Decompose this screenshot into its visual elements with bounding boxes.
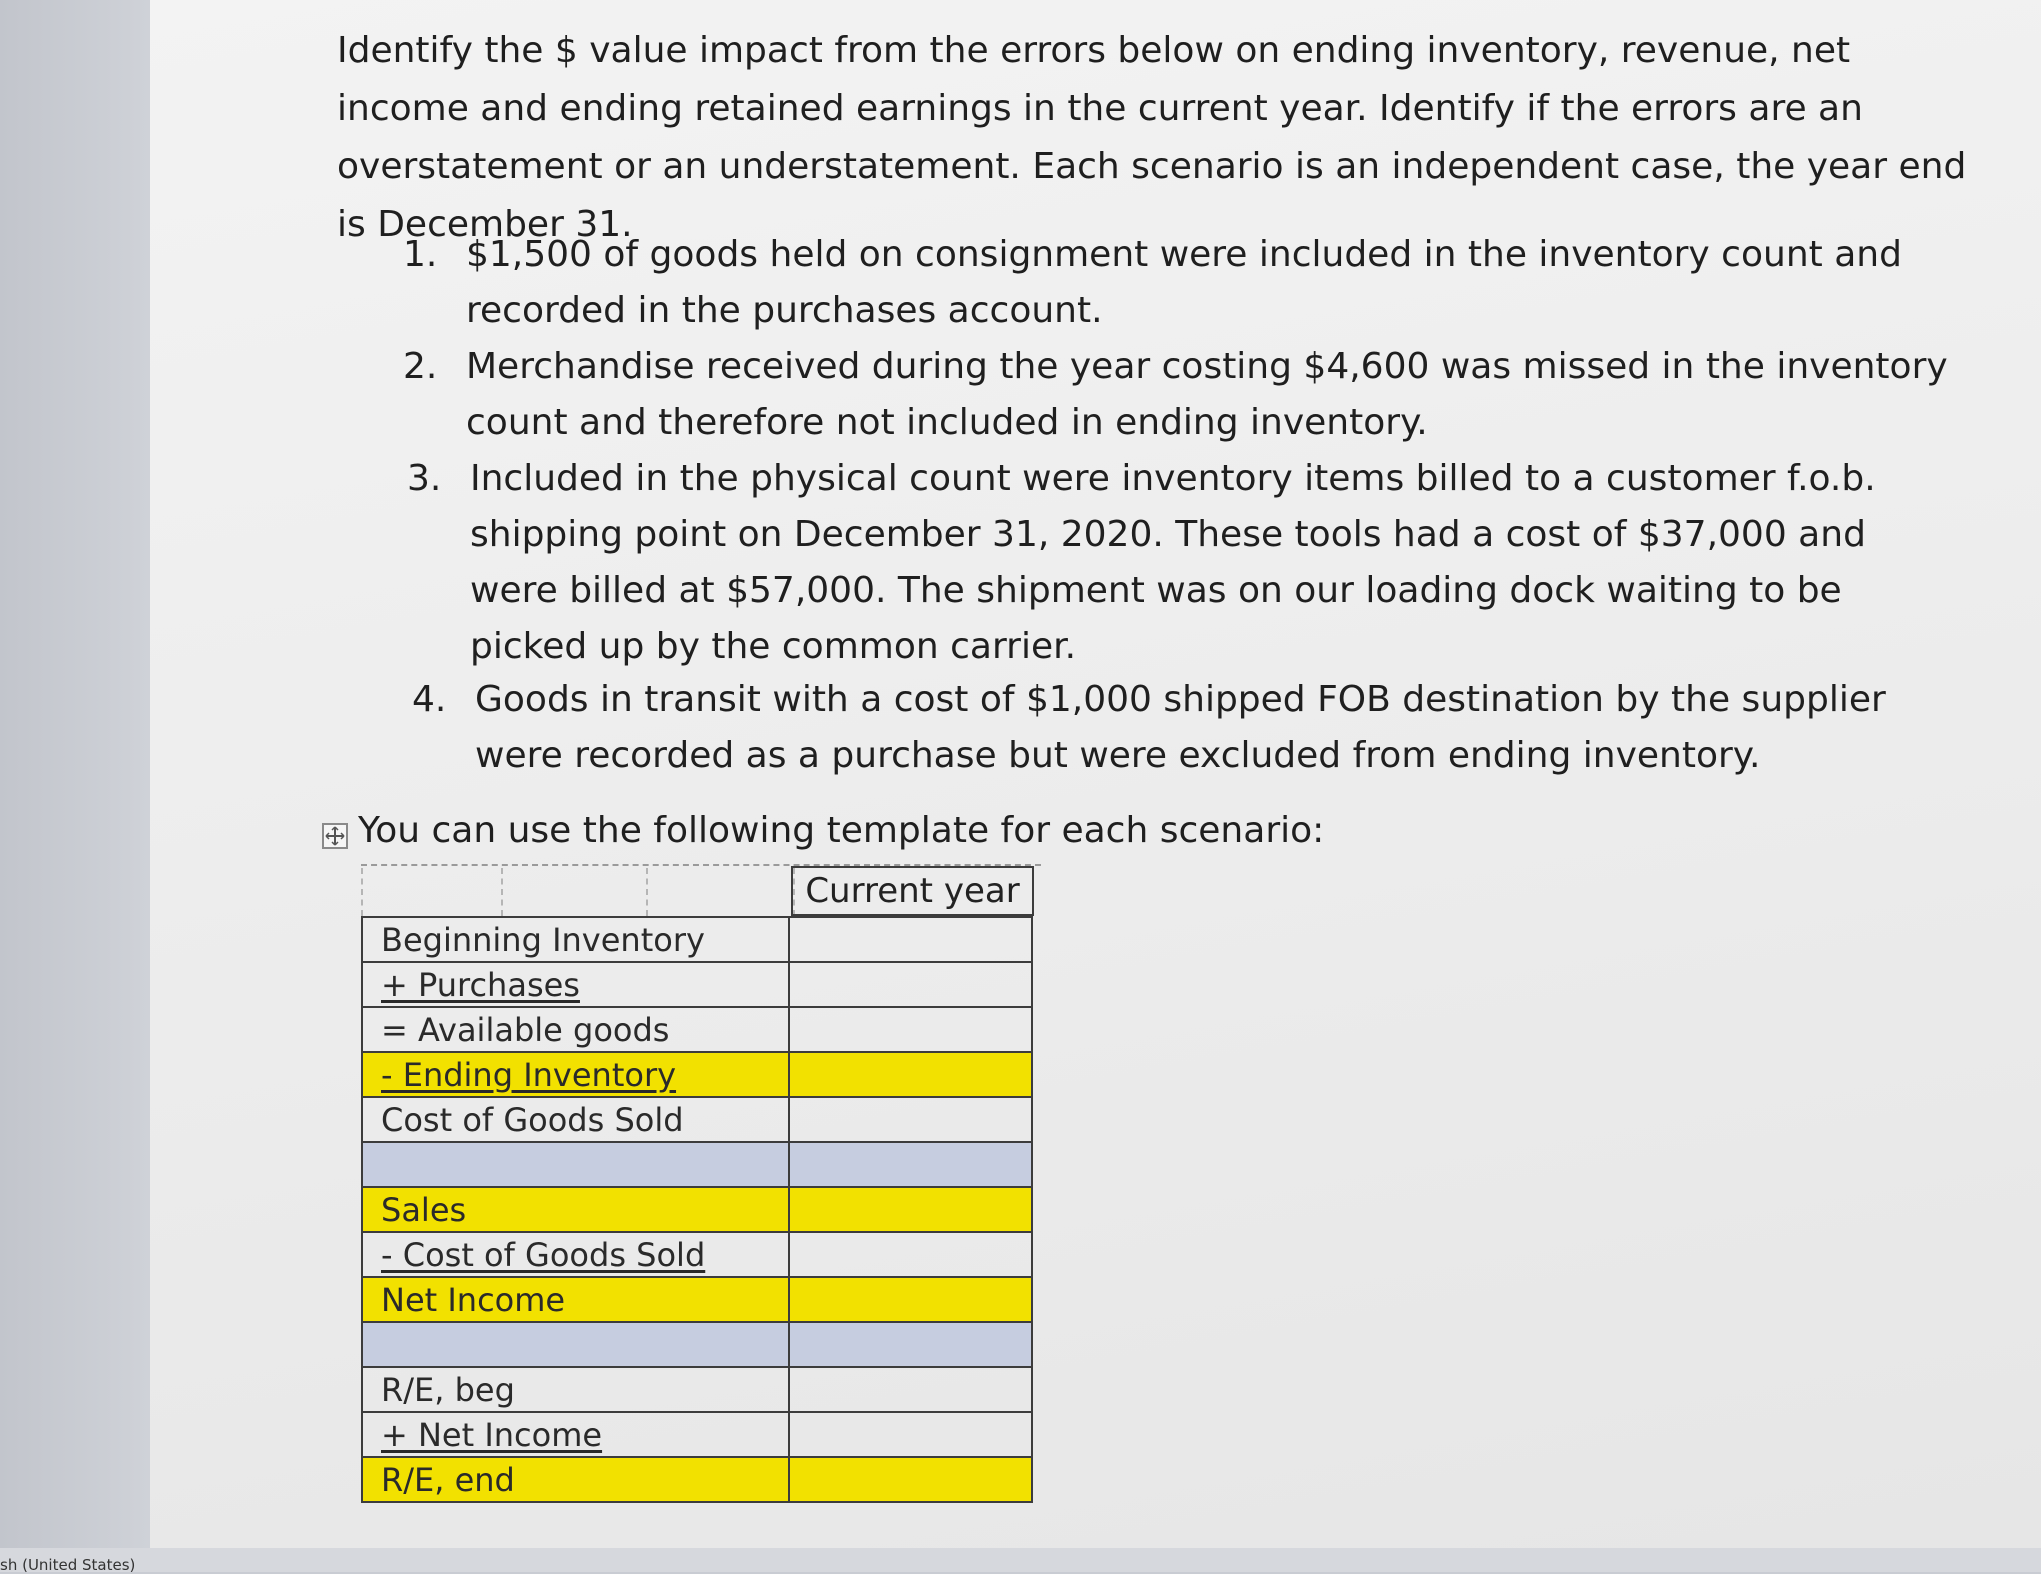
row-label[interactable]: R/E, end [362,1457,789,1502]
table-row [362,1052,1032,1097]
separator-row [362,1142,1032,1187]
scenario-text: Merchandise received during the year costing $4,600 was missed in the inventory count and therefore not included in ending inventory. [466,346,1948,443]
table-row [362,917,1032,962]
row-label[interactable] [362,1142,789,1187]
table-move-icon[interactable] [322,823,348,849]
value-cell[interactable] [789,1232,1032,1277]
value-cell[interactable] [789,1367,1032,1412]
row-label-cell[interactable] [362,962,789,1007]
inventory-template-table [361,916,1033,1503]
table-row [362,1457,1032,1502]
template-note: You can use the following template for each scenario: [358,810,1325,851]
row-label-cell[interactable] [362,1412,789,1457]
row-label-cell[interactable] [362,1052,789,1097]
table-row [362,1232,1032,1277]
row-label[interactable]: R/E, beg [362,1367,789,1412]
table-row [362,1007,1032,1052]
table-row [362,1367,1032,1412]
value-cell[interactable] [789,1322,1032,1367]
template-header-row [361,868,1033,918]
row-label-cell[interactable] [362,1232,789,1277]
value-cell[interactable] [789,1412,1032,1457]
row-label[interactable] [362,1322,789,1367]
table-row [362,1097,1032,1142]
empty-header-cell[interactable] [361,868,503,916]
value-cell[interactable] [789,1187,1032,1232]
row-label: - Ending Inventory [381,1055,677,1094]
left-margin [0,0,150,1572]
table-row [362,1187,1032,1232]
row-label[interactable]: Net Income [362,1277,789,1322]
table-row [362,1277,1032,1322]
scenario-text: Included in the physical count were inventory items billed to a customer f.o.b. shipping point on December 31, 2020. These tools had a cost of $37,000 and were billed at $57,000. The shipment was on our loading dock waiting to be picked up by the common carrier. [470,458,1876,667]
row-label: + Purchases [381,965,580,1004]
status-language[interactable]: sh (United States) [0,1556,136,1574]
separator-row [362,1322,1032,1367]
scenario-number: 1. [403,234,438,275]
scenario-text: Goods in transit with a cost of $1,000 shipped FOB destination by the supplier were recorded as a purchase but were excluded from ending inventory. [475,679,1886,776]
row-label[interactable]: Cost of Goods Sold [362,1097,789,1142]
row-label[interactable]: = Available goods [362,1007,789,1052]
table-row [362,1412,1032,1457]
row-label[interactable]: Beginning Inventory [362,917,789,962]
value-cell[interactable] [789,1457,1032,1502]
value-cell[interactable] [789,962,1032,1007]
empty-header-cell[interactable] [501,868,648,916]
value-cell[interactable] [789,1142,1032,1187]
value-cell[interactable] [789,917,1032,962]
current-year-header[interactable]: Current year [791,866,1034,916]
value-cell[interactable] [789,1007,1032,1052]
empty-header-cell[interactable] [646,868,795,916]
scenario-number: 2. [403,346,438,387]
row-label[interactable]: Sales [362,1187,789,1232]
value-cell[interactable] [789,1277,1032,1322]
instructions-paragraph: Identify the $ value impact from the errors below on ending inventory, revenue, net income and ending retained earnings in the current year. Identify if the errors are an overstatement or an understatement. Each scenario is an independent case, the year end is December 31. [337,30,1967,245]
scenario-number: 4. [412,679,447,720]
status-bar [0,1548,2041,1572]
scenario-text: $1,500 of goods held on consignment were included in the inventory count and recorded in the purchases account. [466,234,1902,331]
row-label: + Net Income [381,1415,603,1454]
row-label: - Cost of Goods Sold [381,1235,706,1274]
scenario-number: 3. [407,458,442,499]
table-row [362,962,1032,1007]
value-cell[interactable] [789,1052,1032,1097]
value-cell[interactable] [789,1097,1032,1142]
